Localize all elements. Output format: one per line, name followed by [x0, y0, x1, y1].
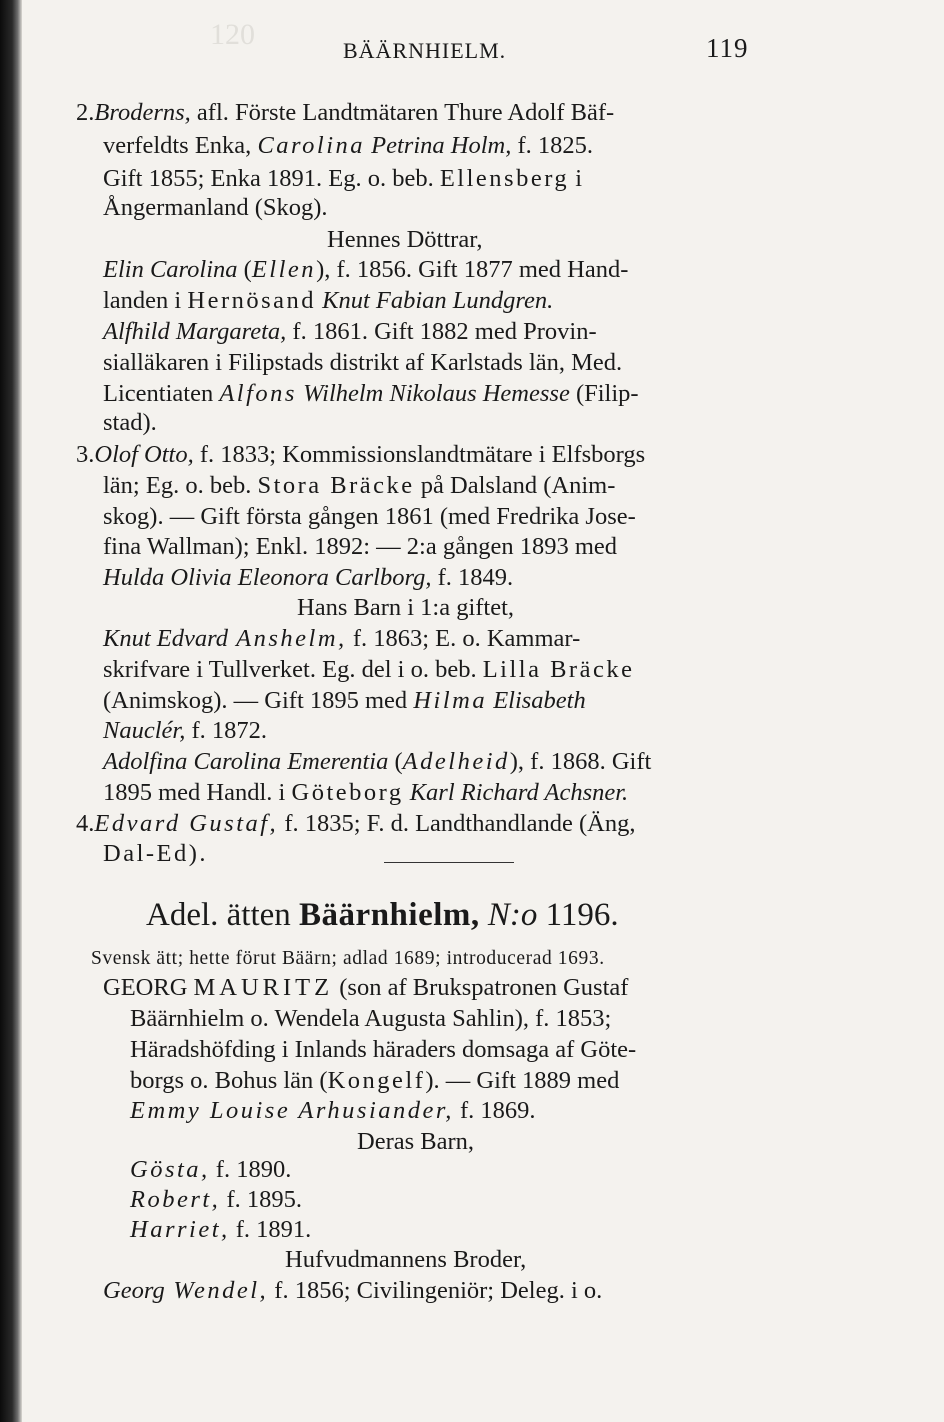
section-subheading: Deras Barn,	[357, 1128, 475, 1155]
person-name: Robert,	[130, 1186, 221, 1213]
section-intro: Svensk ätt; hette förut Bäärn; adlad 1689; introducerad 1693.	[91, 948, 605, 969]
entry-text: f. 1833; Kommissionslandtmätare i Elfsborgs	[193, 441, 646, 468]
entry-text: f. 1891.	[229, 1216, 312, 1243]
person-name: Emmy Louise Arhusiander,	[130, 1097, 454, 1124]
person-name: Elisabeth	[487, 687, 586, 714]
person-name: MAURITZ	[193, 974, 334, 1001]
entry-3-line-8	[103, 655, 634, 685]
entry-text: 1895 med Handl. i	[103, 779, 292, 806]
entry-2-line-11: stad).	[103, 409, 157, 436]
person-name: Karl Richard Achsner.	[409, 779, 629, 806]
section-line-4	[130, 1066, 619, 1096]
entry-2-line-2	[103, 131, 593, 161]
estate-name: Lilla Bräcke	[482, 656, 635, 683]
entry-text: f. 1825.	[511, 132, 594, 159]
entry-text: f. 1869.	[453, 1097, 536, 1124]
entry-text: f. 1895.	[220, 1186, 302, 1213]
entry-text: f. 1872.	[185, 717, 268, 744]
entry-text: (	[237, 256, 252, 283]
entry-3-line-3: skog). — Gift första gången 1861 (med Fredrika Jose-	[103, 503, 636, 530]
place-name: Hernösand	[187, 287, 317, 314]
child-3	[130, 1215, 311, 1245]
section-line-2: Bäärnhielm o. Wendela Augusta Sahlin), f. 1853;	[130, 1005, 612, 1032]
person-name: Petrina Holm,	[371, 132, 512, 159]
person-name: Wendel,	[164, 1277, 269, 1304]
person-name: Knut Edvard	[103, 625, 228, 652]
entry-2-line-3	[103, 164, 582, 194]
entry-text: på Dalsland (Anim-	[414, 472, 616, 499]
section-title	[146, 897, 619, 933]
entry-number: 3.	[76, 441, 95, 468]
entry-text: (	[388, 748, 403, 775]
title-number: 1196.	[537, 897, 619, 933]
entry-3-line-9	[103, 686, 586, 716]
entry-3-line-12	[103, 778, 628, 808]
place-name: Göteborg	[291, 779, 404, 806]
entry-number: 2.	[76, 99, 95, 126]
child-1	[130, 1155, 291, 1185]
running-title: BÄÄRNHIELM.	[343, 38, 507, 63]
entry-text: ), f. 1868. Gift	[509, 748, 652, 775]
person-name: Adelheid	[402, 748, 510, 775]
family-name: Bäärnhielm,	[299, 897, 480, 933]
person-name: Gösta,	[130, 1156, 210, 1183]
entry-text: Dal-Ed).	[103, 840, 209, 867]
person-name: Alfhild Margareta,	[103, 318, 287, 345]
title-number-label: N:o	[479, 897, 538, 933]
person-name: Olof Otto,	[94, 441, 194, 468]
entry-3-line-1	[76, 440, 645, 470]
person-name: Nauclér,	[103, 717, 186, 744]
person-name: Hilma	[413, 687, 488, 714]
entry-4-line-1	[76, 809, 636, 839]
person-name: Wilhelm Nikolaus Hemesse	[296, 380, 570, 407]
entry-2-subheading: Hennes Döttrar,	[327, 226, 483, 253]
entry-2-line-8	[103, 317, 597, 347]
bleed-through-page-number: 120	[210, 18, 255, 51]
section-line-1	[103, 973, 628, 1003]
entry-text: skrifvare i Tullverket. Eg. del i o. beb.	[103, 656, 483, 683]
section-divider-rule	[384, 862, 514, 863]
entry-text: län; Eg. o. beb.	[103, 472, 258, 499]
section-subheading-2: Hufvudmannens Broder,	[285, 1246, 527, 1273]
entry-text: f. 1890.	[209, 1156, 292, 1183]
entry-text: ). — Gift 1889 med	[425, 1067, 620, 1094]
estate-name: Stora Bräcke	[257, 472, 415, 499]
entry-text: (Filip-	[569, 380, 639, 407]
entry-2-line-7	[103, 286, 553, 316]
estate-name: Ellensberg	[439, 165, 570, 192]
person-name: Georg	[103, 1277, 165, 1304]
entry-text: borgs o. Bohus län (	[130, 1067, 328, 1094]
entry-2-line-1	[76, 98, 614, 128]
entry-text: f. 1861. Gift 1882 med Provin-	[286, 318, 597, 345]
person-name: Ellen	[251, 256, 317, 283]
page-number: 119	[706, 33, 749, 63]
person-name: Knut Fabian Lundgren.	[322, 287, 554, 314]
entry-3-line-5	[103, 563, 513, 593]
title-text: Adel. ätten	[146, 897, 300, 933]
entry-3-line-11	[103, 747, 651, 777]
entry-text: landen i	[103, 287, 188, 314]
entry-2-line-9: sialläkaren i Filipstads distrikt af Karlstads län, Med.	[103, 349, 623, 376]
child-2	[130, 1185, 302, 1215]
person-name: Broderns,	[94, 99, 191, 126]
person-name: Alfons	[219, 380, 297, 407]
entry-text: afl. Förste Landtmätaren Thure Adolf Bäf-	[190, 99, 615, 126]
entry-3-line-4: fina Wallman); Enkl. 1892: — 2:a gången 1893 med	[103, 533, 618, 560]
person-name: Anshelm,	[228, 625, 347, 652]
entry-text: f. 1835; F. d. Landthandlande (Äng,	[278, 810, 636, 837]
place-name: Kongelf	[327, 1067, 426, 1094]
person-name: Hulda Olivia Eleonora Carlborg,	[103, 564, 432, 591]
person-name: Adolfina Carolina Emerentia	[103, 748, 389, 775]
section-line-5	[130, 1096, 536, 1126]
entry-text: (Animskog). — Gift 1895 med	[103, 687, 414, 714]
entry-2-line-10	[103, 379, 639, 409]
entry-number: 4.	[76, 810, 95, 837]
brother-line	[103, 1276, 602, 1306]
entry-text: (son af Brukspatronen Gustaf	[333, 974, 629, 1001]
entry-3-subheading: Hans Barn i 1:a giftet,	[297, 594, 515, 621]
person-name: Harriet,	[130, 1216, 230, 1243]
entry-text: verfeldts Enka,	[103, 132, 258, 159]
entry-2-line-6	[103, 255, 628, 285]
entry-2-line-4: Ångermanland (Skog).	[103, 194, 328, 221]
person-name: Carolina	[257, 132, 366, 159]
entry-3-line-7	[103, 624, 580, 654]
entry-text: f. 1856; Civilingeniör; Deleg. i o.	[268, 1277, 603, 1304]
entry-text: ), f. 1856. Gift 1877 med Hand-	[316, 256, 629, 283]
entry-3-line-10	[103, 716, 267, 746]
entry-text: Licentiaten	[103, 380, 220, 407]
entry-text: f. 1849.	[431, 564, 514, 591]
entry-text: i	[569, 165, 583, 192]
entry-text: f. 1863; E. o. Kammar-	[346, 625, 581, 652]
entry-3-line-2	[103, 471, 615, 501]
person-name: Edvard Gustaf,	[94, 810, 279, 837]
entry-text: Gift 1855; Enka 1891. Eg. o. beb.	[103, 165, 440, 192]
person-name: Elin Carolina	[103, 256, 238, 283]
entry-4-line-2	[103, 839, 208, 869]
entry-text: GEORG	[103, 974, 194, 1001]
section-line-3: Häradshöfding i Inlands häraders domsaga af Göte-	[130, 1036, 637, 1063]
